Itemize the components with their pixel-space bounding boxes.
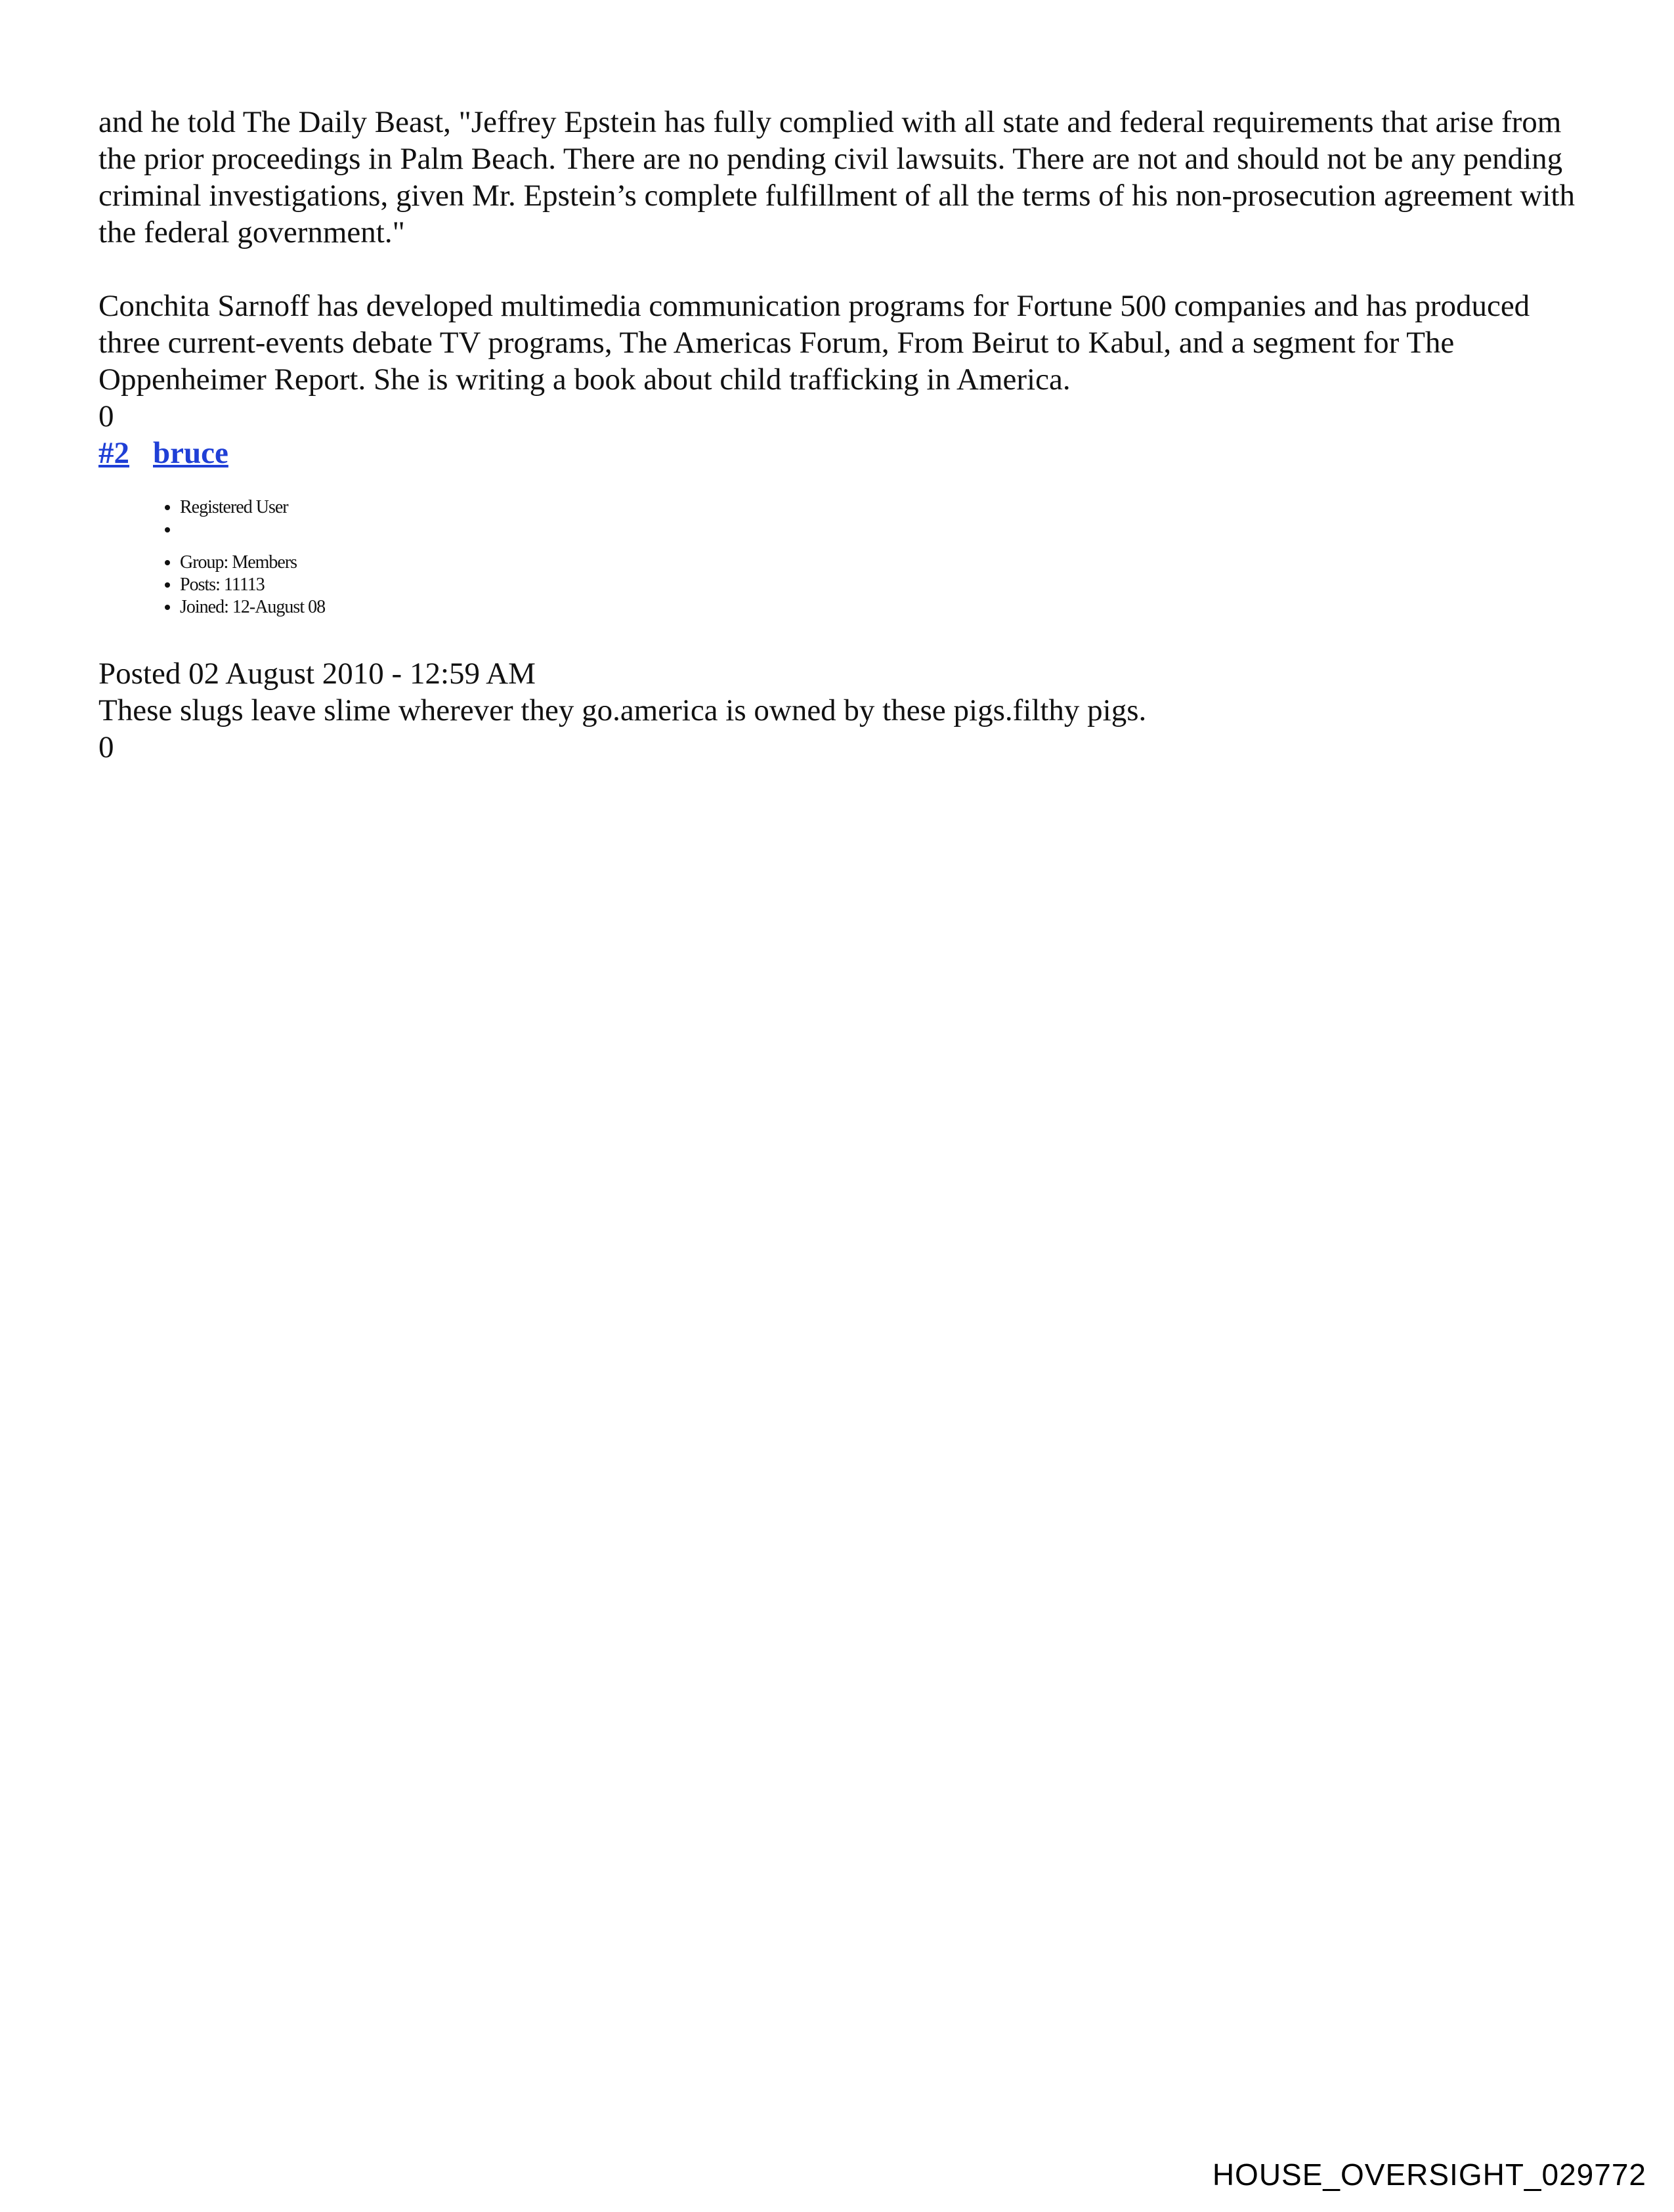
paragraph-gap: [98, 251, 1582, 288]
user-role: • Registered User: [180, 496, 1582, 519]
post-author-link[interactable]: bruce: [153, 436, 228, 470]
post-timestamp: Posted 02 August 2010 - 12:59 AM: [98, 657, 536, 691]
user-joined-date: • Joined: 12-August 08: [180, 596, 1582, 618]
document-id-stamp: HOUSE_OVERSIGHT_029772: [1212, 2158, 1646, 2192]
post-body: These slugs leave slime wherever they go.america is owned by these pigs.filthy pigs.: [98, 693, 1147, 727]
post-reply-count: 0: [98, 730, 114, 764]
page-content: [98, 104, 1582, 766]
user-group: • Group: Members: [180, 552, 1582, 574]
user-info-list: [98, 496, 1582, 618]
user-post-count: • Posts: 11113: [180, 574, 1582, 596]
post-header: [98, 435, 1582, 471]
article-paragraph: and he told The Daily Beast, "Jeffrey Epstein has fully complied with all state and federal requirements that arise from the prior proceedings in Palm Beach. There are no pending civil lawsuits. There are not and should not be any pending criminal investigations, given Mr. Epstein’s complete fulfillment of all the terms of his non-prosecution agreement with the federal government.": [98, 105, 1575, 249]
article-reply-count: 0: [98, 399, 114, 433]
post-number-link[interactable]: #2: [98, 436, 129, 470]
author-bio-paragraph: Conchita Sarnoff has developed multimedia communication programs for Fortune 500 companies and has produced three current-events debate TV programs, The Americas Forum, From Beirut to Kabul, and a segment for The Oppenheimer Report. She is writing a book about child trafficking in America.: [98, 289, 1530, 397]
user-info-blank-item: [180, 519, 1582, 541]
